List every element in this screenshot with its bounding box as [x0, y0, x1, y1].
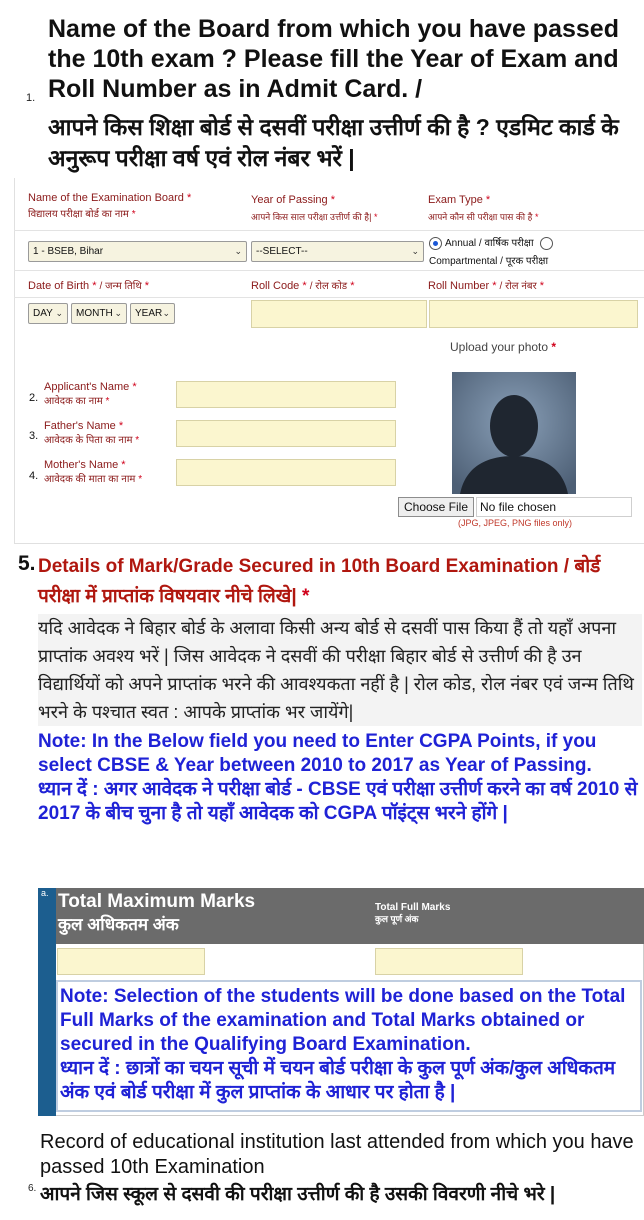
required-mark: *	[121, 459, 126, 471]
year-label-hindi: आपने किस साल परीक्षा उत्तीर्ण की है|	[251, 212, 372, 222]
photo-hint: (JPG, JPEG, PNG files only)	[458, 518, 573, 528]
mother-label-group	[44, 457, 142, 487]
rollcode-label-hindi: / रोल कोड	[309, 281, 348, 292]
year-label-group	[251, 192, 427, 224]
marks-note-box	[56, 980, 642, 1112]
applicant-label: Applicant's Name	[44, 381, 130, 393]
examtype-label-group	[428, 192, 638, 224]
rollnumber-input[interactable]	[429, 300, 638, 328]
father-label-group	[44, 418, 139, 448]
rollcode-label: Roll Code	[251, 280, 300, 292]
chevron-down-icon: ⌄	[55, 308, 63, 318]
required-mark: *	[302, 280, 307, 292]
required-mark: *	[138, 474, 143, 485]
compartmental-radio[interactable]	[540, 237, 553, 250]
father-label-hindi: आवेदक के पिता का नाम	[44, 435, 133, 446]
father-name-input[interactable]	[176, 420, 396, 447]
required-mark: *	[534, 212, 539, 222]
divider	[14, 270, 644, 271]
mother-name-input[interactable]	[176, 459, 396, 486]
section6-title-hindi: आपने जिस स्कूल से दसवी की परीक्षा उत्तीर्ण की है उसकी विवरणी नीचे भरे |	[40, 1184, 556, 1205]
dob-month-select[interactable]	[71, 303, 127, 324]
rollnumber-label-group	[428, 278, 544, 295]
required-mark: *	[539, 280, 545, 292]
required-mark: *	[131, 209, 136, 220]
section5-title: Details of Mark/Grade Secured in 10th Board Examination / बोर्ड परीक्षा में प्राप्तांक विषयवार नीचे लिखे|	[38, 556, 601, 607]
dob-year-value: YEAR	[135, 308, 163, 319]
section6-title: Record of educational institution last attended from which you have passed 10th Examination	[40, 1131, 634, 1178]
divider	[14, 297, 644, 298]
required-mark: *	[373, 212, 378, 222]
year-label: Year of Passing	[251, 194, 328, 206]
required-mark: *	[492, 280, 497, 292]
rollcode-label-group	[251, 278, 354, 295]
dob-day-value: DAY	[33, 308, 53, 319]
required-mark: *	[485, 194, 491, 206]
avatar-silhouette-icon	[452, 372, 576, 494]
photo-label-group	[450, 340, 556, 354]
required-mark: *	[105, 396, 110, 407]
required-mark: *	[301, 586, 310, 607]
annual-label: Annual / वार्षिक परीक्षा	[445, 238, 534, 249]
examtype-label-hindi: आपने कौन सी परीक्षा पास की है	[428, 212, 533, 222]
section5-note-hindi: ध्यान दें : अगर आवेदक ने परीक्षा बोर्ड - CBSE एवं परीक्षा उत्तीर्ण करने का वर्ष 2010 से 2017 के बीच चुना है तो यहाँ आवेदक को CGPA पॉइंट्स भरने होंगे |	[38, 779, 638, 824]
rollnumber-label: Roll Number	[428, 280, 490, 292]
section1-number: 1.	[26, 92, 36, 104]
examtype-label: Exam Type	[428, 194, 483, 206]
dob-label: Date of Birth	[28, 280, 90, 292]
photo-placeholder	[452, 372, 576, 494]
board-label-hindi: विद्यालय परीक्षा बोर्ड का नाम	[28, 209, 129, 220]
marks-note: Note: Selection of the students will be done based on the Total Full Marks of the examination and Total Marks obtained or secured in the Qualifying Board Examination.	[60, 986, 626, 1055]
full-marks-label-hindi: कुल पूर्ण अंक	[375, 914, 419, 924]
applicant-name-input[interactable]	[176, 381, 396, 408]
required-mark: *	[144, 280, 150, 292]
section5-number: 5.	[18, 552, 36, 575]
photo-label: Upload your photo	[450, 340, 549, 354]
section1-title-hindi: आपने किस शिक्षा बोर्ड से दसवीं परीक्षा उत्तीर्ण की है ? एडमिट कार्ड के अनुरूप परीक्षा वर्ष एवं रोल नंबर भरें |	[48, 114, 619, 171]
chevron-down-icon: ⌄	[114, 308, 122, 318]
full-marks-label: Total Full Marks	[375, 902, 451, 913]
applicant-label-hindi: आवेदक का नाम	[44, 396, 103, 407]
board-label-group	[28, 190, 248, 222]
marks-letter: a.	[41, 888, 49, 898]
mother-label-hindi: आवेदक की माता का नाम	[44, 474, 136, 485]
required-mark: *	[186, 192, 192, 204]
choose-file-button[interactable]: Choose File	[398, 497, 474, 517]
section1-title: Name of the Board from which you have passed the 10th exam ? Please fill the Year of Exam and Roll Number as in Admit Card. /	[48, 15, 619, 103]
full-marks-input[interactable]	[375, 948, 523, 975]
mother-label: Mother's Name	[44, 459, 119, 471]
mother-number: 4.	[29, 470, 39, 482]
required-mark: *	[118, 420, 124, 432]
annual-radio[interactable]	[429, 237, 442, 250]
board-select-value: 1 - BSEB, Bihar	[33, 246, 104, 257]
required-mark: *	[330, 194, 335, 206]
section5-instructions: यदि आवेदक ने बिहार बोर्ड के अलावा किसी अन्य बोर्ड से दसवीं पास किया हैं तो यहाँ अपना प्राप्तांक अवश्य भरें | जिस आवेदक ने दसवीं की परीक्षा बिहार बोर्ड से उत्तीर्ण की है उन विद्यार्थियों को अपने प्राप्तांक भरने की आवश्यकता नहीं है | रोल कोड, रोल नंबर एवं जन्म तिथि भरने के पश्चात स्वत : आपके प्राप्तांक भर जायेंगे|	[38, 614, 642, 726]
rollcode-input[interactable]	[251, 300, 427, 328]
section6-number: 6.	[28, 1183, 37, 1194]
board-label: Name of the Examination Board	[28, 192, 184, 204]
examtype-radio-group	[429, 236, 641, 269]
board-select[interactable]	[28, 241, 247, 262]
chevron-down-icon: ⌄	[411, 246, 419, 256]
required-mark: *	[350, 280, 355, 292]
applicant-number: 2.	[29, 392, 39, 404]
section5-note-group	[38, 730, 642, 826]
max-marks-label-group	[58, 890, 358, 936]
father-number: 3.	[29, 430, 39, 442]
compartmental-label: Compartmental / पूरक परीक्षा	[429, 256, 549, 267]
applicant-label-group	[44, 379, 137, 409]
section5-title-group	[38, 552, 642, 612]
divider	[14, 230, 644, 231]
max-marks-input[interactable]	[57, 948, 205, 975]
rollnumber-label-hindi: / रोल नंबर	[499, 281, 537, 292]
father-label: Father's Name	[44, 420, 116, 432]
chevron-down-icon: ⌄	[162, 308, 170, 318]
dob-day-select[interactable]	[28, 303, 68, 324]
marks-note-hindi: ध्यान दें : छात्रों का चयन सूची में चयन बोर्ड परीक्षा के कुल पूर्ण अंक/कुल अधिकतम अंक एवं बोर्ड परीक्षा में कुल प्राप्तांक के आधार पर होता है |	[60, 1058, 616, 1103]
required-mark: *	[132, 381, 137, 393]
dob-month-value: MONTH	[76, 308, 113, 319]
file-status: No file chosen	[476, 497, 632, 517]
dob-year-select[interactable]	[130, 303, 175, 324]
year-select[interactable]	[251, 241, 424, 262]
required-mark: *	[551, 340, 557, 354]
section5-note: Note: In the Below field you need to Enter CGPA Points, if you select CBSE & Year between 2010 to 2017 as Year of Passing.	[38, 731, 597, 776]
required-mark: *	[135, 435, 140, 446]
full-marks-label-group	[375, 902, 575, 925]
max-marks-label: Total Maximum Marks	[58, 891, 256, 912]
required-mark: *	[92, 280, 97, 292]
chevron-down-icon: ⌄	[234, 246, 242, 256]
dob-label-hindi: / जन्म तिथि	[99, 281, 142, 292]
max-marks-label-hindi: कुल अधिकतम अंक	[58, 915, 179, 934]
marks-side-bar	[38, 888, 56, 1116]
year-select-value: --SELECT--	[256, 246, 308, 257]
dob-label-group	[28, 278, 149, 295]
